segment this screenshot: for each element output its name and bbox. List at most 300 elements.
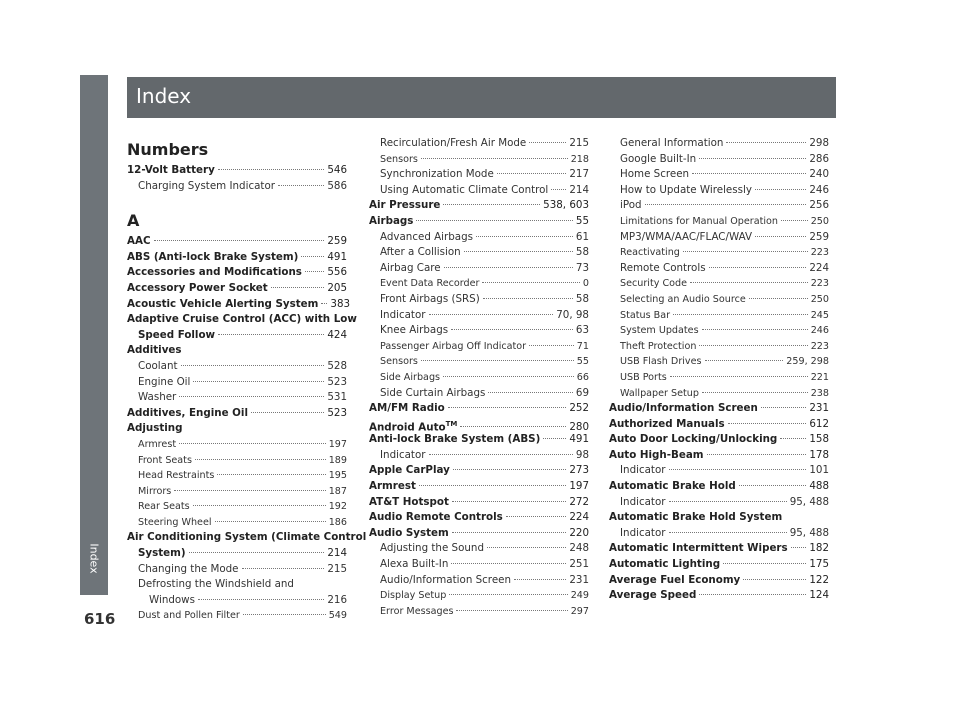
entry-text: System Updates — [620, 325, 699, 337]
index-entry[interactable] — [369, 323, 589, 339]
index-entry[interactable] — [127, 468, 347, 484]
entry-page-number[interactable]: 538, 603 — [543, 199, 589, 212]
entry-text: Steering Wheel — [138, 516, 212, 528]
dot-leader — [690, 282, 808, 283]
index-entry[interactable] — [369, 261, 589, 277]
entry-label — [138, 328, 215, 344]
dot-leader — [483, 298, 573, 299]
entry-page-number[interactable]: 186 — [328, 516, 347, 528]
index-entry[interactable] — [609, 573, 829, 589]
entry-page-number[interactable]: 297 — [570, 605, 589, 617]
entry-page-number[interactable]: 221 — [810, 371, 829, 383]
dot-leader — [699, 594, 806, 595]
entry-label — [609, 557, 720, 573]
entry-page-number[interactable]: 215 — [569, 137, 589, 149]
dot-leader — [702, 392, 808, 393]
entry-label — [620, 183, 752, 199]
index-entry[interactable] — [369, 541, 589, 557]
entry-text: Airbag Care — [380, 261, 441, 274]
dot-leader — [506, 516, 567, 517]
entry-page-number[interactable]: 612 — [809, 417, 829, 430]
entry-text: Speed Follow — [138, 328, 216, 341]
entry-page-number[interactable]: 0 — [582, 278, 589, 290]
entry-page-number[interactable]: 286 — [809, 152, 829, 165]
index-entry[interactable] — [127, 390, 347, 406]
trademark-mark: TM — [445, 419, 458, 428]
dot-leader — [709, 267, 807, 268]
entry-page-number[interactable]: 586 — [327, 179, 347, 192]
entry-text: Indicator — [620, 526, 666, 539]
dot-leader — [198, 599, 324, 600]
entry-label — [380, 541, 484, 557]
entry-text: Average Fuel Economy — [609, 573, 741, 586]
index-entry[interactable] — [369, 198, 589, 214]
entry-page-number[interactable]: 66 — [576, 371, 589, 383]
entry-label — [127, 163, 215, 179]
index-entry[interactable] — [609, 463, 829, 479]
index-entry[interactable] — [609, 183, 829, 199]
entry-page-number[interactable]: 250 — [810, 215, 829, 227]
entry-page-number[interactable]: 528 — [327, 359, 347, 372]
entry-text: Average Speed — [609, 589, 697, 602]
index-entry[interactable] — [609, 541, 829, 557]
entry-page-number[interactable]: 223 — [810, 340, 829, 352]
entry-label — [127, 265, 302, 281]
index-entry[interactable] — [369, 167, 589, 183]
entry-page-number[interactable]: 187 — [328, 485, 347, 497]
entry-page-number[interactable]: 215 — [327, 562, 347, 575]
entry-page-number[interactable]: 298 — [809, 137, 829, 149]
entry-label — [609, 588, 696, 604]
dot-leader — [705, 360, 784, 361]
dot-leader — [683, 251, 808, 252]
entry-page-number[interactable]: 273 — [569, 464, 589, 477]
dot-leader — [421, 158, 568, 159]
entry-page-number[interactable]: 523 — [327, 375, 347, 388]
index-entry[interactable] — [369, 152, 589, 168]
entry-page-number[interactable]: 252 — [569, 402, 589, 415]
entry-text: Head Restraints — [138, 470, 215, 482]
dot-leader — [781, 220, 808, 221]
entry-page-number[interactable]: 240 — [809, 168, 829, 181]
index-entry[interactable] — [609, 432, 829, 448]
index-entry[interactable] — [609, 292, 829, 308]
entry-page-number[interactable]: 523 — [327, 406, 347, 419]
index-entry[interactable] — [609, 339, 829, 355]
entry-page-number[interactable]: 256 — [809, 199, 829, 212]
index-entry[interactable] — [369, 245, 589, 261]
index-entry[interactable] — [369, 510, 589, 526]
dot-leader — [749, 298, 808, 299]
entry-text: Indicator — [620, 464, 666, 477]
entry-label — [620, 245, 680, 261]
dot-leader — [444, 267, 573, 268]
index-entry[interactable] — [369, 495, 589, 511]
index-entry[interactable] — [369, 557, 589, 573]
entry-page-number[interactable]: 238 — [810, 387, 829, 399]
entry-text: Air Conditioning System (Climate Control — [127, 531, 367, 544]
entry-page-number[interactable]: 259, 298 — [786, 356, 829, 368]
entry-text: Additives, Engine Oil — [127, 406, 248, 419]
index-entry[interactable] — [609, 198, 829, 214]
entry-page-number[interactable]: 58 — [575, 292, 589, 305]
entry-page-number[interactable]: 197 — [569, 480, 589, 493]
index-entry[interactable] — [127, 234, 347, 250]
dot-leader — [456, 610, 567, 611]
entry-page-number[interactable]: 58 — [575, 246, 589, 259]
entry-text: Side Airbags — [380, 371, 441, 383]
dot-leader — [669, 501, 787, 502]
index-entry[interactable] — [609, 526, 829, 542]
index-entry[interactable] — [127, 421, 347, 437]
entry-text: Using Automatic Climate Control — [380, 183, 549, 196]
index-entry[interactable] — [609, 557, 829, 573]
entry-label — [620, 308, 670, 324]
section-heading: Numbers — [127, 140, 209, 159]
entry-text: AM/FM Radio — [369, 402, 445, 415]
dot-leader — [243, 614, 326, 615]
entry-text: Status Bar — [620, 309, 671, 321]
entry-page-number[interactable]: 70, 98 — [556, 308, 589, 321]
entry-page-number[interactable]: 192 — [328, 501, 347, 513]
entry-text: Automatic Brake Hold System — [609, 511, 783, 524]
entry-text: Authorized Manuals — [609, 417, 725, 430]
entry-label — [620, 167, 689, 183]
index-entry[interactable] — [609, 386, 829, 402]
index-entry[interactable] — [127, 328, 347, 344]
index-entry[interactable] — [369, 276, 589, 292]
entry-page-number[interactable]: 55 — [575, 214, 589, 227]
entry-label — [127, 421, 182, 437]
index-entry[interactable] — [369, 588, 589, 604]
side-tab — [80, 75, 108, 595]
entry-page-number[interactable]: 61 — [575, 230, 589, 243]
index-entry[interactable] — [369, 448, 589, 464]
entry-label — [620, 463, 666, 479]
entry-label — [620, 198, 642, 214]
entry-label — [138, 499, 190, 515]
entry-page-number[interactable]: 246 — [810, 325, 829, 337]
entry-page-number[interactable]: 73 — [575, 261, 589, 274]
entry-label — [380, 370, 440, 386]
entry-text: Passenger Airbag Off Indicator — [380, 340, 527, 352]
index-entry[interactable] — [369, 214, 589, 230]
entry-text: Automatic Brake Hold — [609, 480, 736, 493]
entry-page-number[interactable]: 175 — [809, 558, 829, 571]
entry-text: Reactivating — [620, 247, 680, 259]
entry-label — [620, 136, 723, 152]
entry-page-number[interactable]: 122 — [809, 573, 829, 586]
index-entry[interactable] — [127, 484, 347, 500]
entry-page-number[interactable]: 531 — [327, 391, 347, 404]
entry-page-number[interactable]: 546 — [327, 164, 347, 176]
index-entry[interactable] — [127, 577, 347, 593]
entry-page-number[interactable]: 220 — [569, 526, 589, 539]
entry-label — [620, 292, 746, 308]
entry-text: Auto High-Beam — [609, 448, 704, 461]
index-entry[interactable] — [609, 510, 829, 526]
index-entry[interactable] — [609, 479, 829, 495]
dot-leader — [321, 303, 327, 304]
index-entry[interactable] — [369, 604, 589, 620]
entry-text: Acoustic Vehicle Alerting System — [127, 297, 319, 310]
index-entry[interactable] — [127, 297, 351, 313]
index-entry[interactable] — [127, 265, 347, 281]
dot-leader — [673, 314, 808, 315]
entry-page-number[interactable]: 63 — [575, 324, 589, 337]
entry-label — [138, 608, 240, 624]
entry-page-number[interactable]: 223 — [810, 278, 829, 290]
dot-leader — [429, 454, 573, 455]
entry-text: Sensors — [380, 153, 418, 165]
entry-text: Charging System Indicator — [138, 179, 275, 192]
dot-leader — [488, 392, 573, 393]
entry-page-number[interactable]: 218 — [570, 153, 589, 165]
entry-page-number[interactable]: 424 — [327, 328, 347, 341]
index-entry[interactable] — [609, 354, 829, 370]
entry-page-number[interactable]: 246 — [809, 183, 829, 196]
index-entry[interactable] — [369, 339, 589, 355]
entry-page-number[interactable]: 55 — [576, 356, 589, 368]
entry-label — [138, 453, 192, 469]
entry-label — [620, 230, 752, 246]
index-entry[interactable] — [369, 573, 589, 589]
entry-page-number[interactable]: 158 — [809, 433, 829, 446]
entry-page-number[interactable]: 98 — [575, 448, 589, 461]
entry-label — [138, 515, 212, 531]
entry-text: Side Curtain Airbags — [380, 386, 486, 399]
index-entry[interactable] — [609, 401, 829, 417]
index-entry[interactable] — [609, 588, 829, 604]
dot-leader — [449, 594, 567, 595]
index-entry[interactable] — [127, 281, 347, 297]
entry-page-number[interactable]: 491 — [569, 433, 589, 446]
index-entry[interactable] — [369, 354, 589, 370]
entry-label — [369, 401, 445, 417]
index-entry[interactable] — [369, 463, 589, 479]
index-entry[interactable] — [369, 386, 589, 402]
index-entry[interactable] — [127, 312, 357, 328]
dot-leader — [452, 501, 566, 502]
dot-leader — [669, 532, 787, 533]
index-entry[interactable] — [609, 167, 829, 183]
index-entry[interactable] — [127, 406, 347, 422]
entry-label — [380, 292, 480, 308]
index-entry[interactable] — [609, 245, 829, 261]
entry-text: Automatic Intermittent Wipers — [609, 542, 788, 555]
entry-page-number[interactable]: 182 — [809, 542, 829, 555]
index-entry[interactable] — [127, 179, 347, 195]
entry-page-number[interactable]: 383 — [330, 297, 351, 310]
index-entry[interactable] — [609, 136, 829, 152]
entry-page-number[interactable]: 491 — [327, 250, 347, 263]
entry-page-number[interactable]: 259 — [809, 230, 829, 243]
index-entry[interactable] — [127, 499, 347, 515]
entry-label — [380, 152, 418, 168]
index-entry[interactable] — [127, 546, 347, 562]
entry-page-number[interactable]: 69 — [575, 386, 589, 399]
entry-page-number[interactable]: 250 — [810, 293, 829, 305]
entry-label — [380, 573, 511, 589]
index-entry[interactable] — [609, 152, 829, 168]
dot-leader — [476, 236, 573, 237]
entry-label — [369, 214, 413, 230]
entry-label — [138, 577, 294, 593]
index-entry[interactable] — [369, 183, 589, 199]
entry-page-number[interactable]: 216 — [327, 593, 347, 606]
index-entry[interactable] — [609, 214, 829, 230]
dot-leader — [645, 204, 807, 205]
entry-page-number[interactable]: 223 — [810, 247, 829, 259]
index-entry[interactable] — [127, 250, 347, 266]
entry-text: 12-Volt Battery — [127, 164, 215, 176]
entry-page-number[interactable]: 231 — [809, 402, 829, 415]
entry-page-number[interactable]: 189 — [328, 454, 347, 466]
entry-label — [380, 183, 548, 199]
index-entry[interactable] — [369, 401, 589, 417]
entry-page-number[interactable]: 195 — [328, 470, 347, 482]
entry-text: Security Code — [620, 278, 688, 290]
entry-page-number[interactable]: 214 — [327, 547, 347, 560]
entry-page-number[interactable]: 248 — [569, 542, 589, 555]
dot-leader — [242, 568, 325, 569]
entry-text: Display Setup — [380, 590, 447, 602]
entry-page-number[interactable]: 245 — [810, 309, 829, 321]
entry-page-number[interactable]: 259 — [327, 235, 347, 248]
entry-page-number[interactable]: 95, 488 — [789, 495, 829, 508]
entry-label — [138, 562, 239, 578]
entry-text: Defrosting the Windshield and — [138, 578, 294, 591]
index-entry[interactable] — [127, 163, 347, 179]
index-entry[interactable] — [369, 370, 589, 386]
dot-leader — [189, 552, 325, 553]
entry-label — [620, 354, 702, 370]
entry-text: iPod — [620, 199, 642, 212]
entry-text: Indicator — [380, 308, 426, 321]
entry-page-number[interactable]: 197 — [328, 438, 347, 450]
entry-page-number[interactable]: 95, 488 — [789, 526, 829, 539]
entry-page-number[interactable]: 556 — [327, 266, 347, 279]
index-entry[interactable] — [609, 308, 829, 324]
entry-text: MP3/WMA/AAC/FLAC/WAV — [620, 230, 753, 243]
entry-page-number[interactable]: 71 — [576, 340, 589, 352]
entry-text: Washer — [138, 391, 177, 404]
index-entry[interactable] — [127, 437, 347, 453]
index-entry[interactable] — [127, 375, 347, 391]
index-entry[interactable] — [369, 230, 589, 246]
entry-text: Engine Oil — [138, 375, 191, 388]
index-entry[interactable] — [609, 448, 829, 464]
entry-label — [609, 510, 782, 526]
index-entry[interactable] — [369, 136, 589, 152]
index-entry[interactable] — [369, 526, 589, 542]
entry-label — [380, 339, 526, 355]
entry-label — [127, 530, 366, 546]
entry-page-number[interactable]: 178 — [809, 448, 829, 461]
index-entry[interactable] — [369, 432, 589, 448]
entry-page-number[interactable]: 280 — [569, 421, 589, 434]
index-entry[interactable] — [609, 495, 829, 511]
entry-page-number[interactable]: 217 — [569, 168, 589, 181]
index-entry[interactable] — [127, 453, 347, 469]
entry-text: Google Built-In — [620, 152, 697, 165]
entry-label — [149, 593, 195, 609]
dot-leader — [429, 314, 554, 315]
entry-label — [380, 323, 448, 339]
entry-page-number[interactable]: 224 — [809, 261, 829, 274]
index-entry[interactable] — [369, 292, 589, 308]
index-entry[interactable] — [127, 608, 347, 624]
entry-label — [380, 448, 426, 464]
entry-text: AAC — [127, 235, 151, 248]
dot-leader — [421, 360, 574, 361]
entry-text: Automatic Lighting — [609, 558, 721, 571]
entry-text: Alexa Built-In — [380, 558, 449, 571]
entry-page-number[interactable]: 231 — [569, 573, 589, 586]
entry-page-number[interactable]: 205 — [327, 281, 347, 294]
index-entry[interactable] — [127, 515, 347, 531]
entry-page-number[interactable]: 251 — [569, 558, 589, 571]
entry-label — [380, 136, 526, 152]
entry-page-number[interactable]: 224 — [569, 511, 589, 524]
entry-label — [138, 468, 214, 484]
entry-page-number[interactable]: 124 — [809, 589, 829, 602]
index-entry[interactable] — [609, 323, 829, 339]
entry-label — [620, 386, 699, 402]
dot-leader — [761, 407, 807, 408]
index-entry[interactable] — [127, 359, 347, 375]
entry-page-number[interactable]: 249 — [570, 590, 589, 602]
entry-text: Selecting an Audio Source — [620, 293, 746, 305]
entry-page-number[interactable]: 272 — [569, 495, 589, 508]
entry-label — [620, 276, 687, 292]
index-entry[interactable] — [609, 261, 829, 277]
entry-text: Audio Remote Controls — [369, 511, 503, 524]
entry-text: Audio/Information Screen — [609, 402, 758, 415]
index-entry[interactable] — [127, 343, 347, 359]
entry-page-number[interactable]: 549 — [328, 610, 347, 622]
dot-leader — [174, 490, 325, 491]
index-entry[interactable] — [369, 479, 589, 495]
entry-label — [127, 312, 357, 328]
index-entry[interactable] — [609, 370, 829, 386]
index-entry[interactable] — [609, 230, 829, 246]
entry-page-number[interactable]: 101 — [809, 464, 829, 477]
entry-label — [609, 573, 740, 589]
index-entry[interactable] — [609, 276, 829, 292]
dot-leader — [699, 345, 807, 346]
index-entry[interactable] — [127, 562, 347, 578]
index-entry[interactable] — [609, 417, 829, 433]
entry-text: After a Collision — [380, 246, 461, 259]
index-entry[interactable] — [127, 593, 347, 609]
entry-label — [127, 281, 268, 297]
dot-leader — [780, 438, 806, 439]
dot-leader — [305, 271, 324, 272]
entry-label — [380, 245, 461, 261]
entry-page-number[interactable]: 214 — [569, 183, 589, 196]
entry-text: Accessory Power Socket — [127, 281, 268, 294]
entry-text: AT&T Hotspot — [369, 495, 449, 508]
index-entry[interactable] — [369, 417, 589, 433]
entry-label — [609, 448, 704, 464]
index-entry[interactable] — [127, 530, 367, 546]
index-entry[interactable] — [369, 308, 589, 324]
entry-label — [369, 463, 450, 479]
entry-page-number[interactable]: 488 — [809, 480, 829, 493]
entry-label — [369, 198, 440, 214]
dot-leader — [443, 204, 540, 205]
